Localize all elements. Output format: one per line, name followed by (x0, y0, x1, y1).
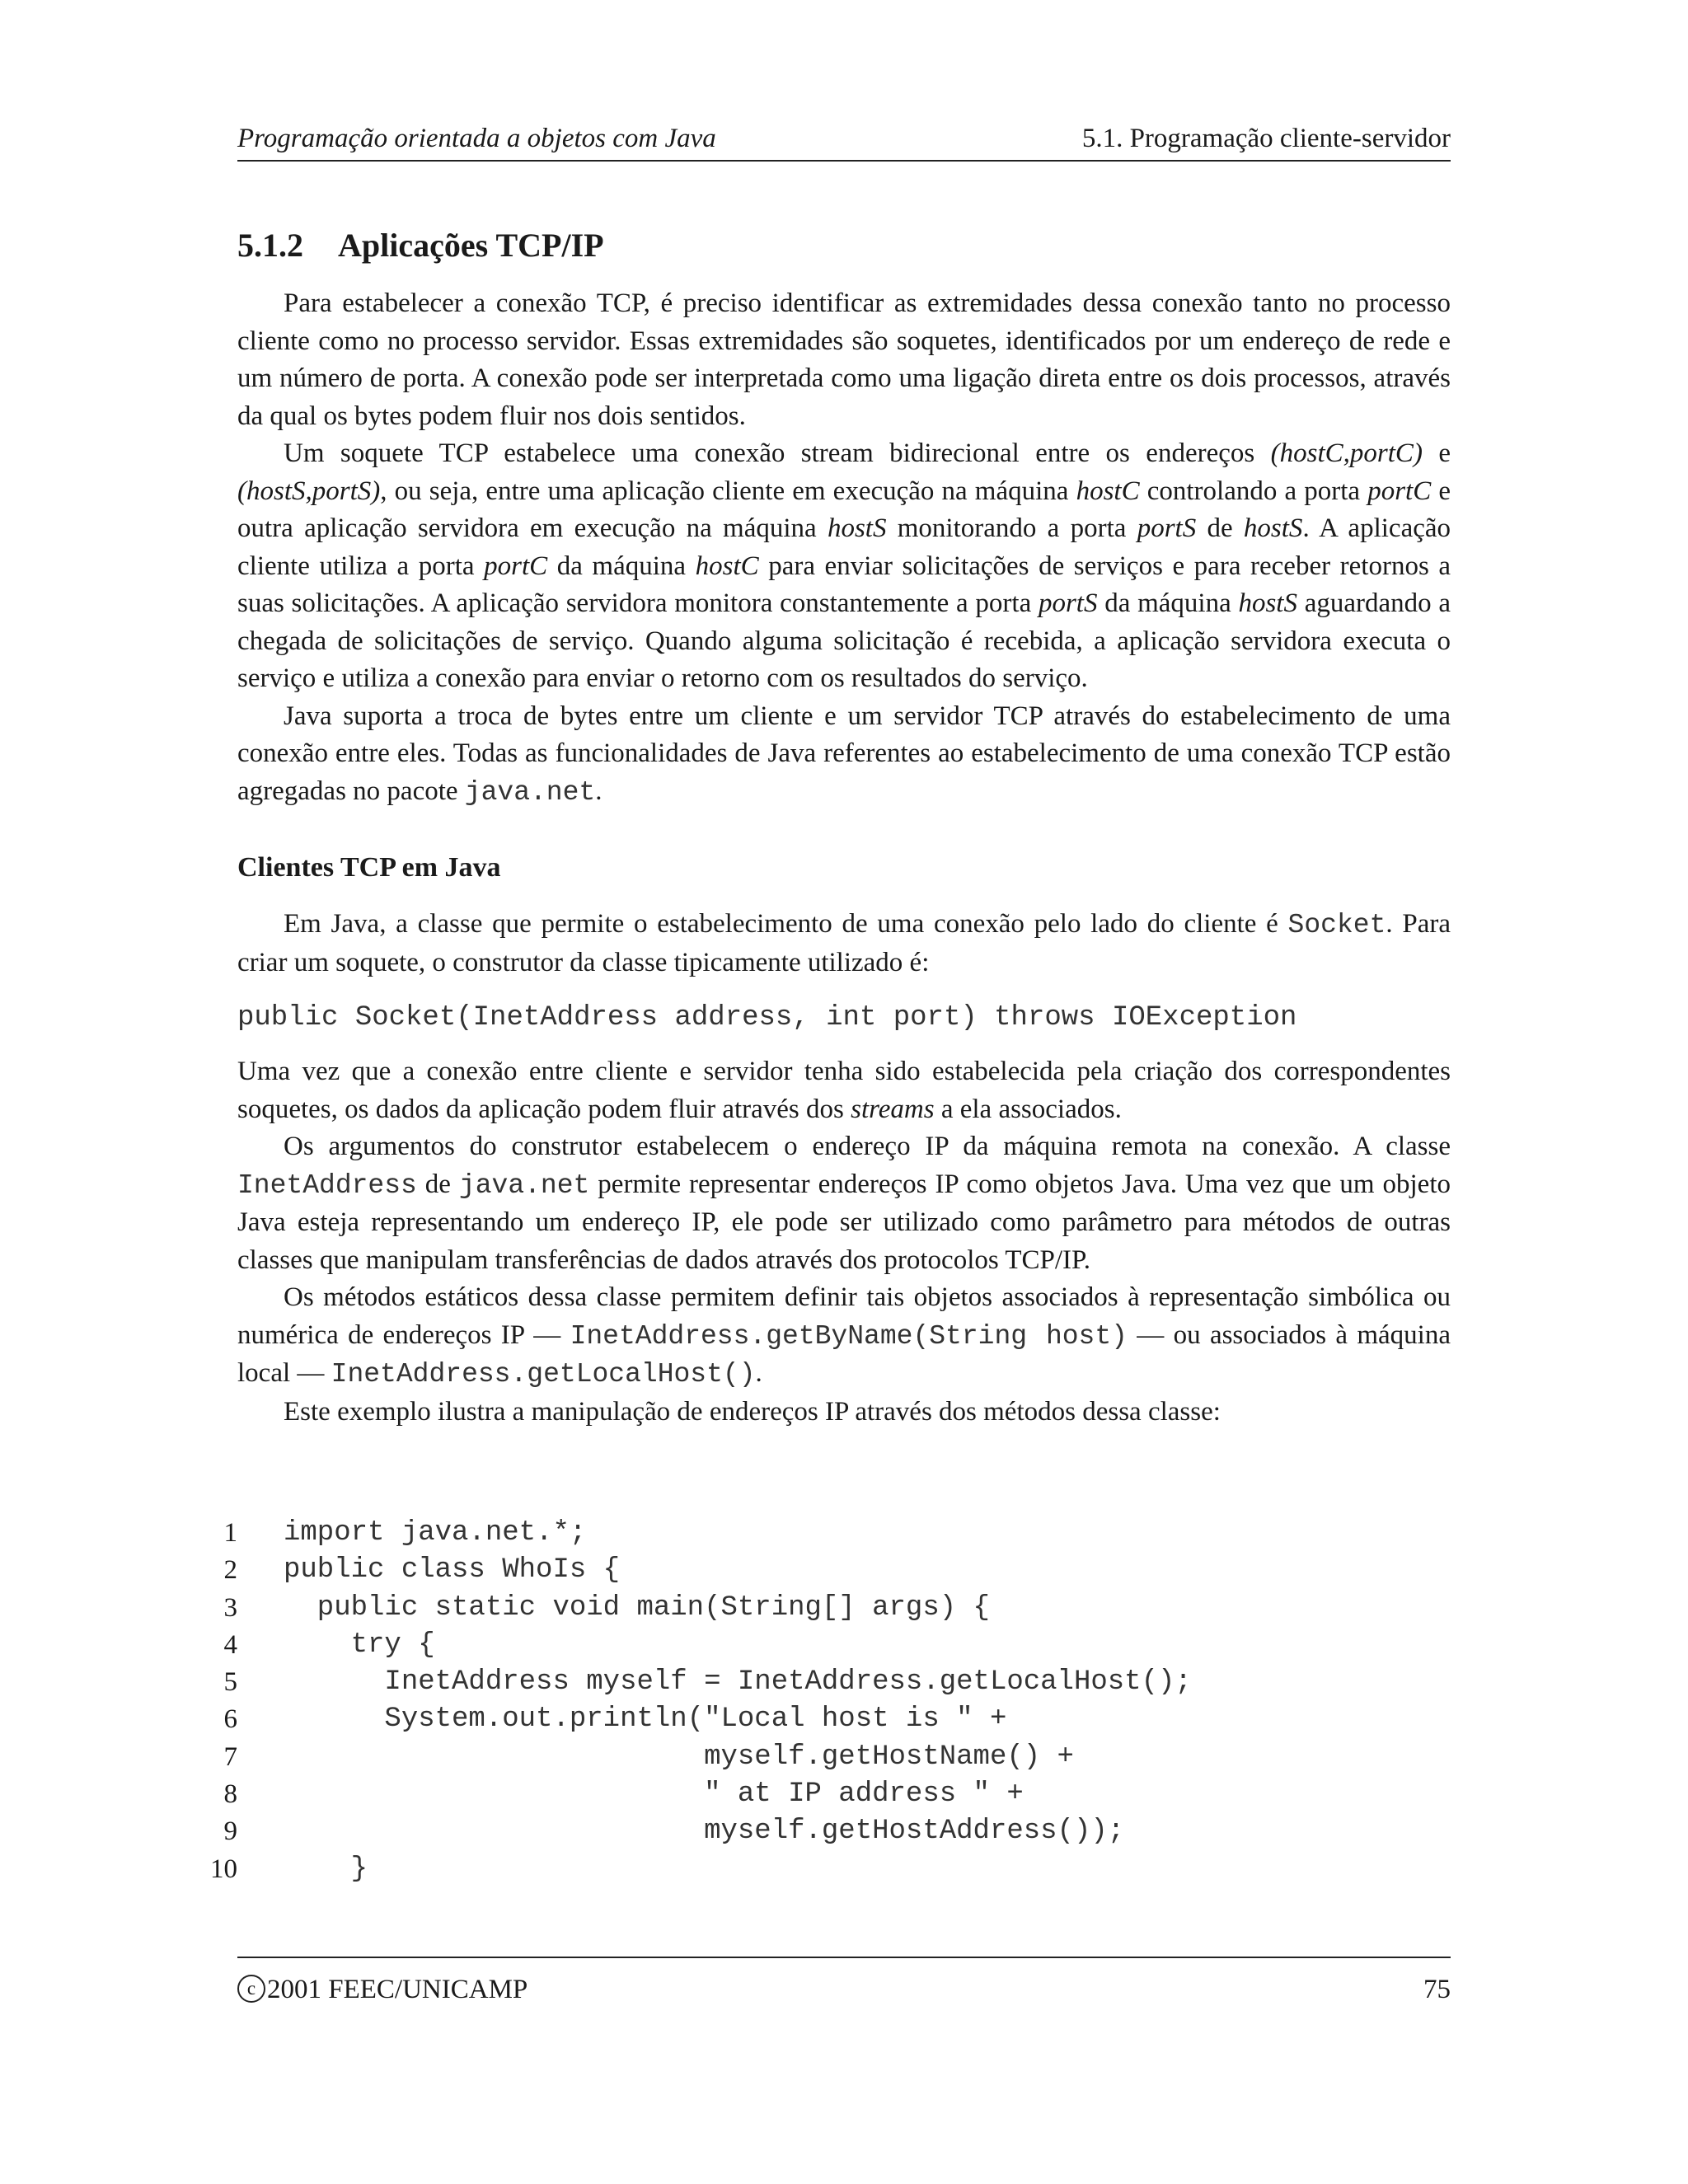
emphasis: hostS (827, 513, 887, 543)
code-text: import java.net.*; (284, 1517, 587, 1549)
paragraph-7 (237, 1279, 1451, 1394)
text-run: Os argumentos do construtor estabelecem o endereço IP da máquina remota na conexão. A classe (284, 1132, 1451, 1161)
text-run: e outra aplicação servidora em execução na máquina (237, 476, 1451, 543)
text-run: Um soquete TCP estabelece uma conexão stream bidirecional entre os endereços (284, 438, 1271, 468)
emphasis: hostC (695, 551, 759, 581)
header-book-title: Programação orientada a objetos com Java (237, 124, 716, 153)
text-run: . Para criar um soquete, o construtor da classe tipicamente utilizado é: (237, 909, 1451, 977)
constructor-signature: public Socket(InetAddress address, int port) throws IOException (237, 1002, 1297, 1033)
inline-code: InetAddress.getLocalHost() (331, 1359, 756, 1390)
inline-code: InetAddress.getByName(String host) (570, 1320, 1128, 1352)
inline-code: Socket (1287, 910, 1386, 940)
text-run: da máquina (1097, 588, 1239, 618)
text-run: . A aplicação cliente utiliza a porta (237, 513, 1451, 581)
text-run: de (1196, 513, 1244, 543)
emphasis: hostS (1238, 588, 1297, 618)
section-heading (237, 225, 604, 266)
code-line (208, 1590, 1444, 1627)
code-text: try { (284, 1629, 435, 1661)
code-line (208, 1813, 1444, 1850)
text-run: Java suporta a troca de bytes entre um cliente e um servidor TCP através do estabelecimento de uma conexão entre eles. Todas as funcionalidades de Java referentes ao estabelecimento de uma conexão TCP estão agregadas no pacote (237, 701, 1451, 806)
section-number: 5.1.2 (237, 227, 303, 264)
inline-code: java.net (458, 1169, 590, 1201)
code-line (208, 1515, 1444, 1552)
code-text: InetAddress myself = InetAddress.getLocalHost(); (284, 1666, 1192, 1699)
line-number: 7 (223, 1741, 237, 1772)
text-run: . (595, 776, 603, 806)
text-run: monitorando a porta (886, 513, 1137, 543)
text-run: . (755, 1358, 762, 1388)
text-run: , ou seja, entre uma aplicação cliente em execução na máquina (380, 476, 1076, 506)
code-text: myself.getHostAddress()); (284, 1816, 1125, 1848)
line-number: 9 (223, 1816, 237, 1847)
emphasis: hostS (1243, 513, 1303, 543)
code-text: } (284, 1853, 368, 1885)
code-text: " at IP address " + (284, 1779, 1024, 1811)
paragraph-4 (237, 906, 1451, 982)
emphasis: (hostS,portS) (237, 476, 381, 506)
emphasis: portC (1367, 476, 1432, 506)
text-run: permite representar endereços IP como objetos Java. Uma vez que um objeto Java esteja representando um endereço IP, ele pode ser utilizado como parâmetro para métodos de outras classes que manipulam transferências de dados através dos protocolos TCP/IP. (237, 1169, 1451, 1275)
text-run: Em Java, a classe que permite o estabelecimento de uma conexão pelo lado do cliente é (284, 909, 1288, 939)
page-number: 75 (1423, 1975, 1451, 2004)
emphasis: portS (1038, 588, 1098, 618)
code-line (208, 1739, 1444, 1776)
text-run: de (416, 1169, 459, 1199)
text-run: Os métodos estáticos dessa classe permitem definir tais objetos associados à representação simbólica ou numérica de endereços IP — (237, 1282, 1451, 1350)
code-text: public class WhoIs { (284, 1554, 621, 1586)
text-run: — ou associados à máquina local — (237, 1319, 1451, 1388)
line-number: 4 (223, 1629, 237, 1660)
code-line (208, 1776, 1444, 1813)
code-line (208, 1701, 1444, 1738)
line-number: 3 (223, 1592, 237, 1623)
code-text: public static void main(String[] args) { (284, 1591, 990, 1624)
code-line (208, 1664, 1444, 1701)
subsection-heading: Clientes TCP em Java (237, 852, 501, 883)
emphasis: streams (851, 1094, 935, 1124)
line-number: 8 (223, 1779, 237, 1810)
text-run: a ela associados. (934, 1094, 1122, 1124)
line-number: 10 (210, 1854, 237, 1884)
inline-code: java.net (464, 776, 596, 808)
emphasis: hostC (1076, 476, 1140, 506)
text-run: e (1422, 438, 1451, 468)
code-line (208, 1552, 1444, 1589)
paragraph-5 (237, 1053, 1451, 1128)
code-listing (208, 1515, 1444, 1888)
header-section-title: 5.1. Programação cliente-servidor (1081, 124, 1451, 153)
text-run: para enviar solicitações de serviços e para receber retornos a suas solicitações. A aplicação servidora monitora constantemente a porta (237, 551, 1451, 618)
code-line (208, 1627, 1444, 1664)
emphasis: portC (484, 551, 548, 581)
text-run: Uma vez que a conexão entre cliente e servidor tenha sido estabelecida pela criação dos correspondentes soquetes, os dados da aplicação podem fluir através dos (237, 1057, 1451, 1124)
text-run: controlando a porta (1139, 476, 1368, 506)
body-text (237, 285, 1451, 1431)
code-text: System.out.println("Local host is " + (284, 1704, 1007, 1736)
paragraph-8: Este exemplo ilustra a manipulação de endereços IP através dos métodos dessa classe: (284, 1396, 1221, 1427)
paragraph-2 (237, 435, 1451, 698)
emphasis: portS (1137, 513, 1197, 543)
copyright-icon: c (237, 1975, 265, 2003)
section-title: Aplicações TCP/IP (338, 227, 604, 264)
line-number: 6 (223, 1704, 237, 1735)
paragraph-1: Para estabelecer a conexão TCP, é preciso identificar as extremidades dessa conexão tanto no processo cliente como no processo servidor. Essas extremidades são soquetes, identificados por um endereço de rede e um número de porta. A conexão pode ser interpretada como uma ligação direta entre os dois processos, através da qual os bytes podem fluir nos dois sentidos. (237, 288, 1451, 431)
code-line (208, 1851, 1444, 1888)
footer-publisher: 2001 FEEC/UNICAMP (267, 1975, 528, 2004)
inline-code: InetAddress (237, 1169, 417, 1201)
code-text: myself.getHostName() + (284, 1741, 1074, 1773)
footer-copyright (237, 1973, 528, 2006)
paragraph-6 (237, 1128, 1451, 1279)
line-number: 2 (223, 1555, 237, 1586)
line-number: 5 (223, 1667, 237, 1698)
running-header (237, 122, 1451, 162)
line-number: 1 (223, 1518, 237, 1548)
text-run: aguardando a chegada de solicitações de serviço. Quando alguma solicitação é recebida, a aplicação servidora executa o serviço e utiliza a conexão para enviar o retorno com os resultados do serviço. (237, 588, 1451, 693)
emphasis: (hostC,portC) (1270, 438, 1423, 468)
paragraph-3 (237, 698, 1451, 812)
text-run: da máquina (547, 551, 696, 581)
running-footer (237, 1957, 1451, 2006)
